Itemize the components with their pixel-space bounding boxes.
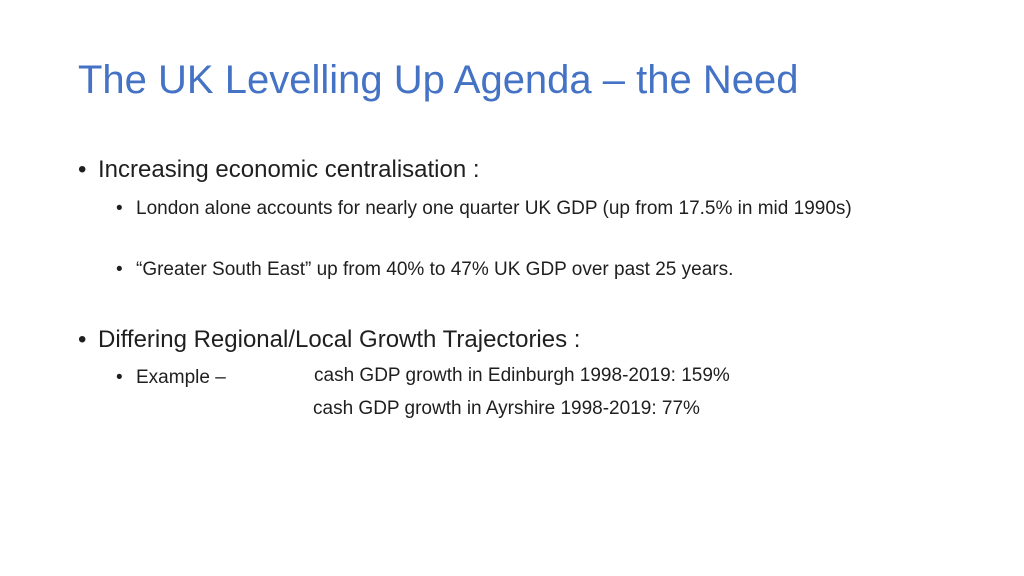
list-item-text: “Greater South East” up from 40% to 47% UK GDP over past 25 years. xyxy=(136,259,734,280)
bullet-icon: • xyxy=(116,367,123,388)
example-line-ayrshire: cash GDP growth in Ayrshire 1998-2019: 77% xyxy=(313,398,700,419)
list-item xyxy=(116,195,906,222)
slide-title: The UK Levelling Up Agenda – the Need xyxy=(78,58,799,102)
section-heading-text: Increasing economic centralisation : xyxy=(98,156,480,183)
bullet-icon: • xyxy=(116,198,123,219)
section-heading-growth xyxy=(78,326,580,354)
section-heading-centralisation xyxy=(78,156,480,184)
bullet-icon: • xyxy=(78,326,87,353)
bullet-icon: • xyxy=(116,259,123,280)
example-label: Example – xyxy=(136,367,226,388)
bullet-icon: • xyxy=(78,156,87,183)
section-heading-text: Differing Regional/Local Growth Trajectories : xyxy=(98,326,581,353)
example-line-edinburgh: cash GDP growth in Edinburgh 1998-2019: 159% xyxy=(314,365,730,386)
list-item-text: London alone accounts for nearly one quarter UK GDP (up from 17.5% in mid 1990s) xyxy=(136,198,852,219)
list-item xyxy=(116,256,733,283)
example-item xyxy=(116,364,226,391)
